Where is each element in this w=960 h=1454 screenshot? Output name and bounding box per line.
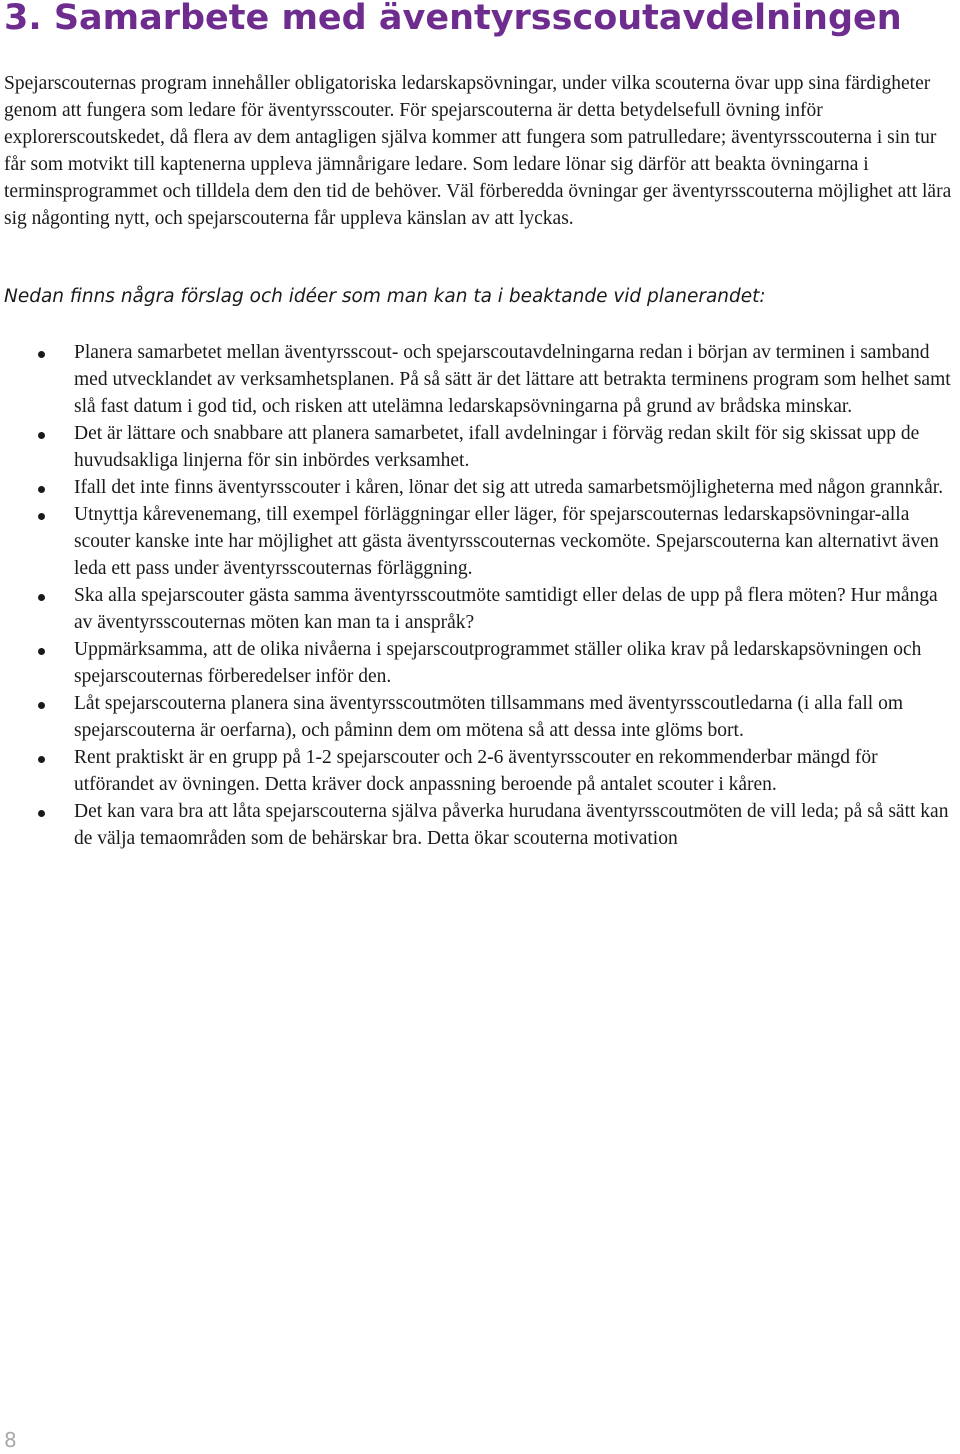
list-item: [0, 339, 960, 420]
bullet-icon: [38, 702, 45, 709]
suggestion-list: [0, 339, 960, 852]
list-item-text: Uppmärksamma, att de olika nivåerna i spejarscoutprogrammet ställer olika krav på ledarskapsövningen och spejarscouternas förberedelser inför den.: [74, 639, 922, 687]
list-item: [0, 690, 960, 744]
bullet-icon: [38, 756, 45, 763]
section-subheading: Nedan finns några förslag och idéer som man kan ta i beaktande vid planerandet:: [4, 286, 766, 307]
page-number: 8: [4, 1428, 17, 1452]
list-item-text: Rent praktiskt är en grupp på 1-2 spejarscouter och 2-6 äventyrsscouter en rekommenderbar mängd för utförandet av övningen. Detta kräver dock anpassning beroende på antalet scouter i kåren.: [74, 747, 878, 795]
list-item-text: Det kan vara bra att låta spejarscouterna själva påverka hurudana äventyrsscoutmöten de vill leda; på så sätt kan de välja temaområden som de behärskar bra. Detta ökar scouterna motivation: [74, 801, 949, 849]
list-item: [0, 744, 960, 798]
intro-paragraph: Spejarscouternas program innehåller obligatoriska ledarskapsövningar, under vilka scouterna övar upp sina färdigheter genom att fungera som ledare för äventyrsscouter. För spejarscouterna är detta betydelsefull övning inför explorerscoutskedet, då flera av dem antagligen själva kommer att fungera som patrulledare; äventyrsscouterna i sin tur får som motvikt till kaptenerna uppleva jämnårigare ledare. Som ledare lönar sig därför att beakta övningarna i terminsprogrammet och tilldela dem den tid de behöver. Väl förberedda övningar ger äventyrsscouterna möjlighet att lära sig någonting nytt, och spejarscouterna får uppleva känslan av att lyckas.: [4, 73, 952, 229]
list-item: [0, 636, 960, 690]
bullet-icon: [38, 432, 45, 439]
list-item-text: Utnyttja kårevenemang, till exempel förläggningar eller läger, för spejarscouternas ledarskapsövningar-alla scouter kanske inte har möjlighet att gästa äventyrsscouternas veckomöte. Spejarscouterna kan alternativt även leda ett pass under äventyrsscouternas förläggning.: [74, 504, 939, 579]
bullet-icon: [38, 486, 45, 493]
list-item-text: Ifall det inte finns äventyrsscouter i kåren, lönar det sig att utreda samarbetsmöjligheterna med någon grannkår.: [74, 477, 944, 498]
list-item-text: Det är lättare och snabbare att planera samarbetet, ifall avdelningar i förväg redan skilt för sig skissat upp de huvudsakliga linjerna för sin inbördes verksamhet.: [74, 423, 920, 471]
bullet-icon: [38, 810, 45, 817]
bullet-icon: [38, 594, 45, 601]
list-item: [0, 420, 960, 474]
page-title: 3. Samarbete med äventyrsscoutavdelningen: [4, 0, 902, 38]
bullet-icon: [38, 513, 45, 520]
bullet-icon: [38, 648, 45, 655]
list-item: [0, 501, 960, 582]
list-item: [0, 474, 960, 501]
bullet-icon: [38, 351, 45, 358]
list-item-text: Ska alla spejarscouter gästa samma äventyrsscoutmöte samtidigt eller delas de upp på flera möten? Hur många av äventyrsscouternas möten kan man ta i anspråk?: [74, 585, 938, 633]
list-item: [0, 582, 960, 636]
list-item-text: Planera samarbetet mellan äventyrsscout- och spejarscoutavdelningarna redan i början av terminen i samband med utvecklandet av verksamhetsplanen. På så sätt är det lättare att betrakta terminens program som helhet samt slå fast datum i god tid, och risken att utelämna ledarskapsövningarna på grund av brådska minskar.: [74, 342, 951, 417]
list-item: [0, 798, 960, 852]
list-item-text: Låt spejarscouterna planera sina äventyrsscoutmöten tillsammans med äventyrsscoutledarna (i alla fall om spejarscouterna är oerfarna), och påminn dem om mötena så att dessa inte glöms bort.: [74, 693, 904, 741]
